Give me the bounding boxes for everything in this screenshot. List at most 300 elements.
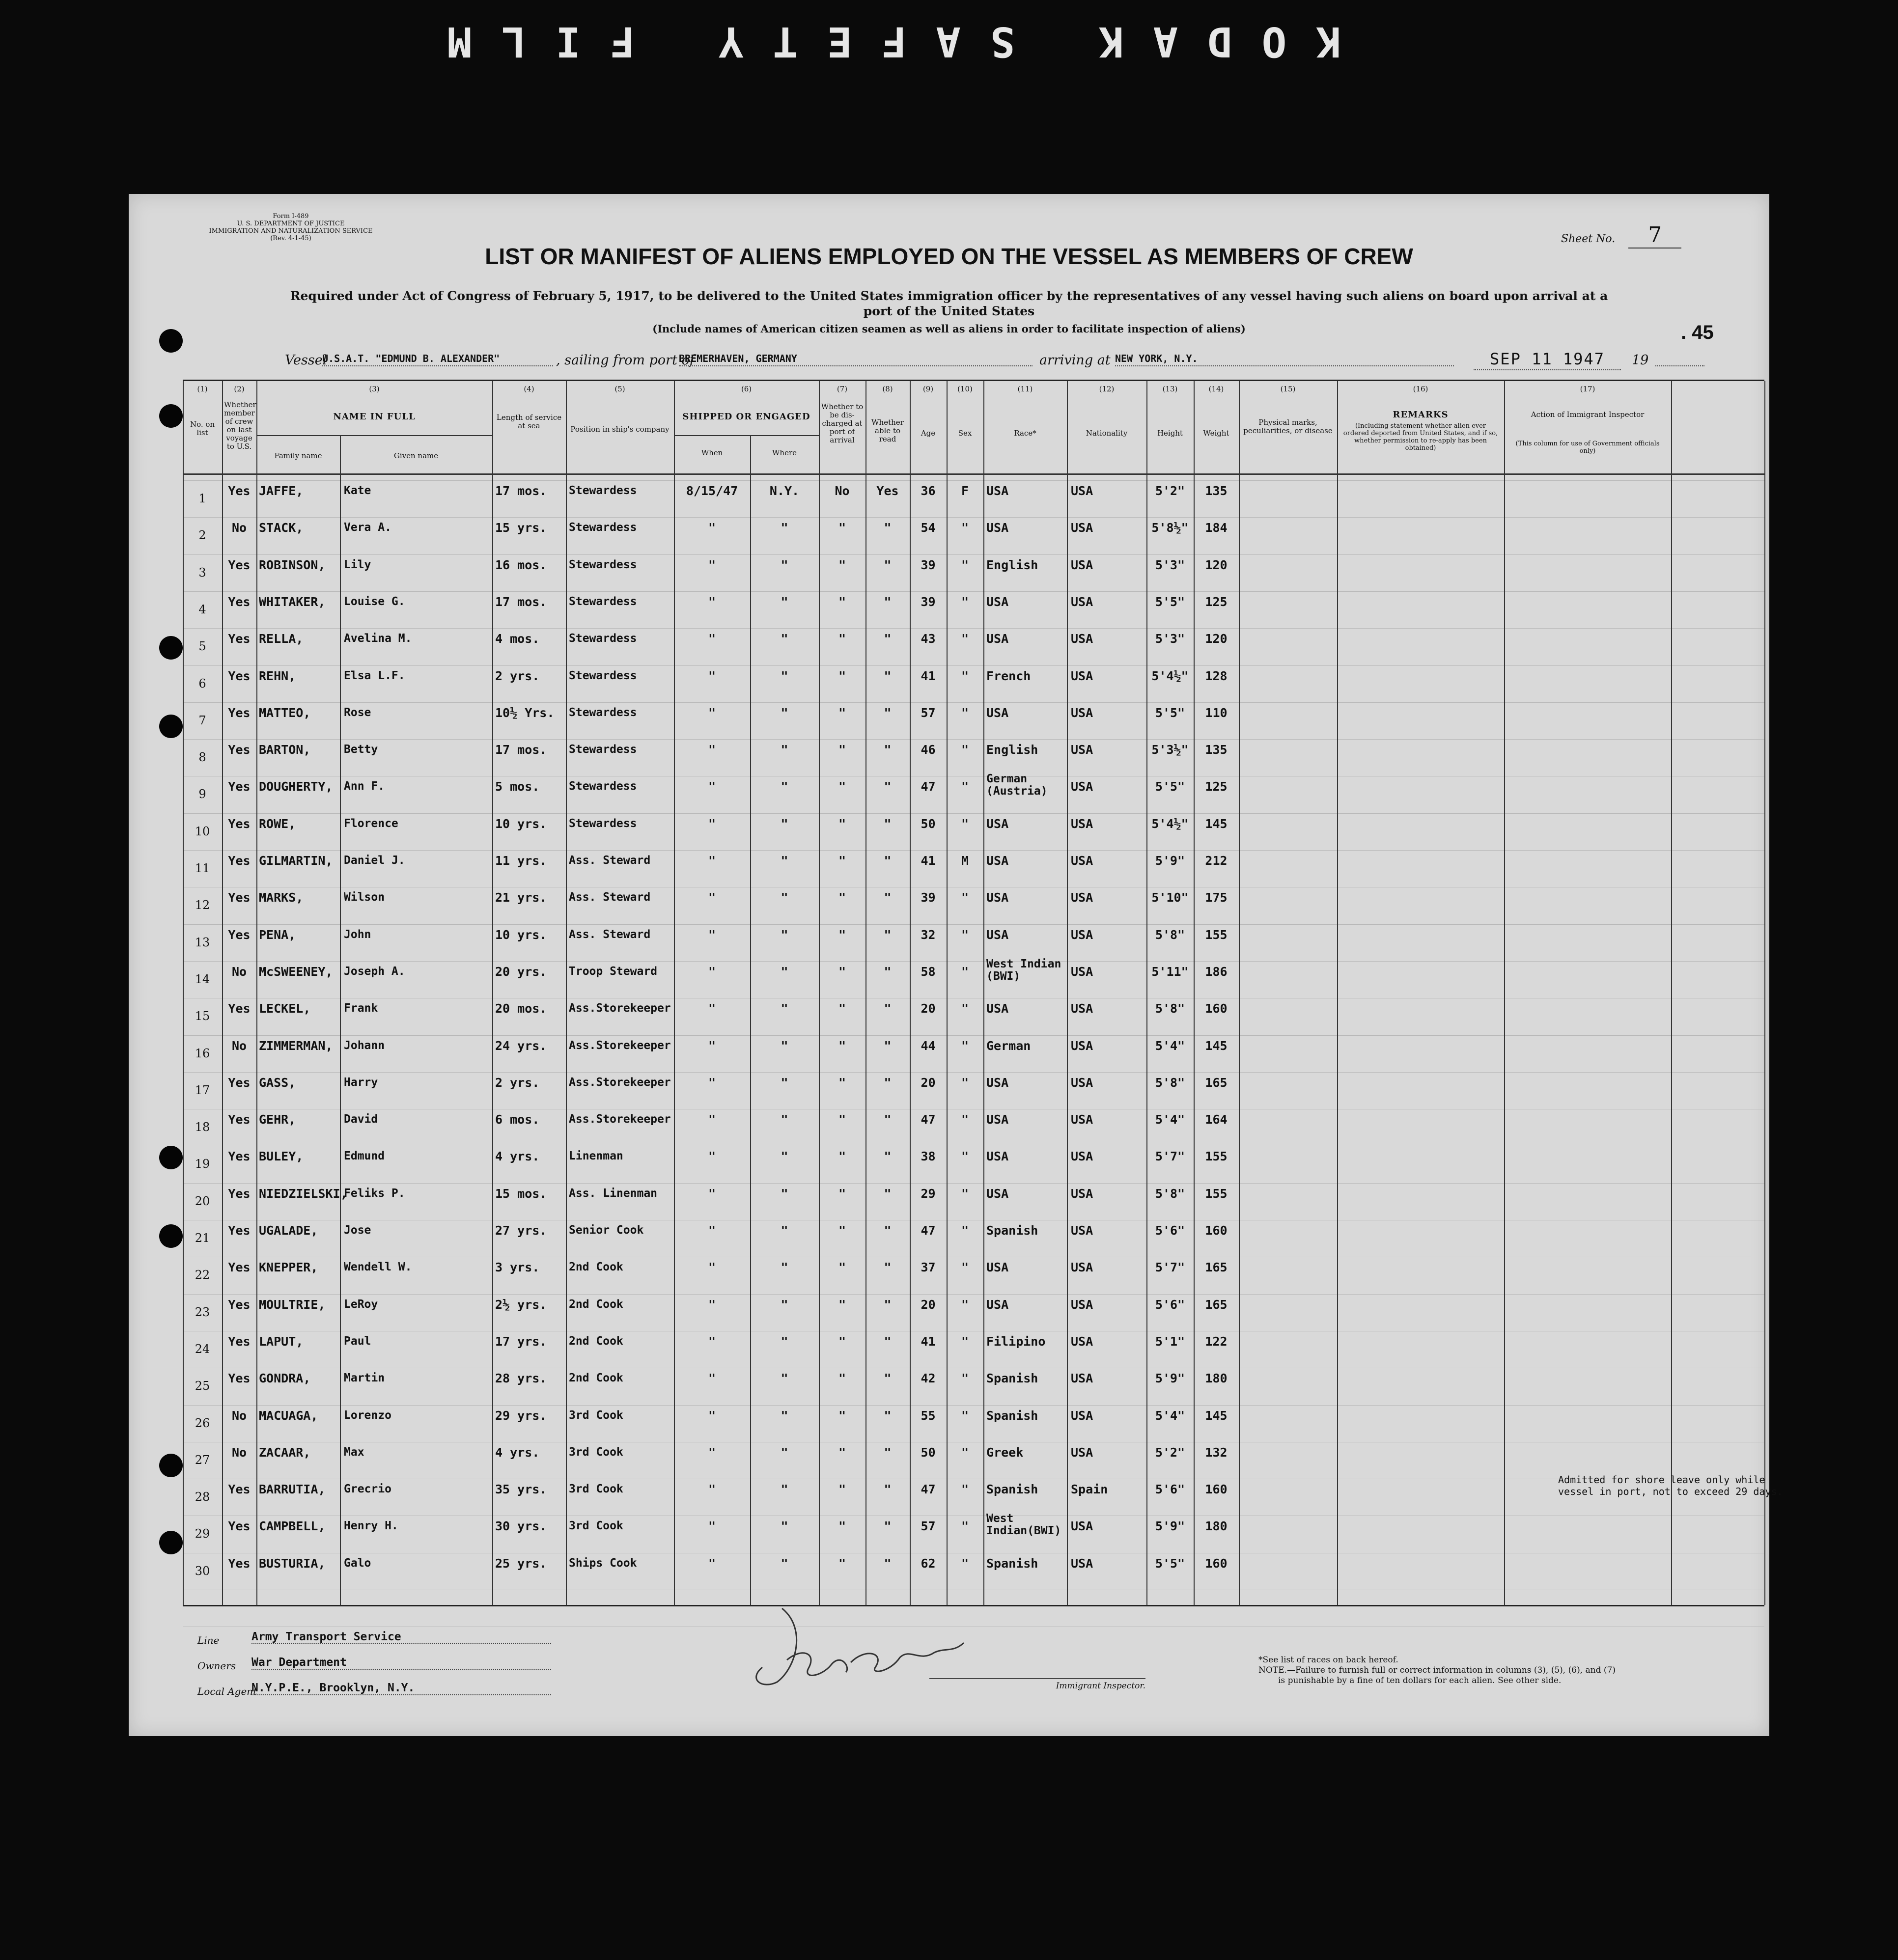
cell-when: "	[708, 521, 716, 535]
arriving-label: arriving at	[1039, 353, 1111, 368]
cell-nationality: USA	[1071, 1001, 1093, 1016]
cell-no: 3	[198, 565, 206, 580]
penalty-note-1: NOTE.—Failure to furnish full or correct information in columns (3), (5), (6), and (7)	[1258, 1665, 1616, 1675]
cell-when: "	[708, 927, 716, 942]
cell-where: "	[781, 1519, 788, 1534]
inspector-label: Immigrant Inspector.	[929, 1678, 1145, 1691]
cell-nationality: USA	[1071, 1297, 1093, 1312]
cell-nationality: USA	[1071, 743, 1093, 757]
cell-given: Vera A.	[344, 521, 391, 534]
cell-service: 4 yrs.	[495, 1149, 540, 1164]
cell-where: "	[781, 1186, 788, 1201]
punch-hole	[159, 636, 183, 660]
cell-weight: 155	[1205, 1186, 1228, 1201]
cell-race: German	[986, 1038, 1031, 1053]
table-row	[183, 1067, 1764, 1104]
cell-when: "	[708, 1186, 716, 1201]
cell-nationality: USA	[1071, 1038, 1093, 1053]
year-blank	[1655, 353, 1704, 366]
cell-family: MACUAGA,	[259, 1408, 318, 1423]
cell-age: 42	[921, 1371, 936, 1386]
cell-race: USA	[986, 890, 1009, 905]
cell-service: 35 yrs.	[495, 1482, 547, 1497]
cell-race: Spanish	[986, 1371, 1038, 1386]
cell-family: WHITAKER,	[259, 594, 326, 609]
cell-position: Ass.Storekeeper	[569, 1039, 671, 1052]
cell-read: "	[884, 927, 892, 942]
cell-discharged: "	[838, 964, 846, 979]
punch-hole	[159, 1531, 183, 1554]
cell-read: "	[884, 1149, 892, 1164]
cell-prior: Yes	[228, 1149, 251, 1164]
cell-discharged: "	[838, 1260, 846, 1275]
form-identifier	[188, 213, 394, 242]
cell-when: "	[708, 705, 716, 720]
cell-service: 17 mos.	[495, 484, 547, 498]
cell-weight: 145	[1205, 1408, 1228, 1423]
table-row	[183, 1511, 1764, 1547]
cell-sex: "	[961, 1186, 969, 1201]
cell-sex: F	[961, 484, 969, 498]
cell-age: 37	[921, 1260, 936, 1275]
header-c9-label: Age	[921, 429, 936, 438]
cell-sex: "	[961, 1482, 969, 1497]
cell-prior: Yes	[228, 668, 251, 683]
cell-where: "	[781, 1001, 788, 1016]
cell-service: 20 yrs.	[495, 964, 547, 979]
cell-race: West Indian (BWI)	[986, 957, 1061, 983]
cell-read: "	[884, 1260, 892, 1275]
cell-weight: 122	[1205, 1334, 1228, 1349]
cell-given: LeRoy	[344, 1297, 378, 1311]
cell-height: 5'3½"	[1151, 743, 1189, 757]
cell-age: 39	[921, 557, 936, 572]
cell-discharged: "	[838, 1186, 846, 1201]
cell-service: 17 mos.	[495, 594, 547, 609]
header-c3-number: (3)	[369, 385, 380, 393]
cell-no: 6	[198, 676, 206, 690]
cell-nationality: USA	[1071, 854, 1093, 868]
cell-given: Feliks P.	[344, 1187, 405, 1200]
cell-discharged: "	[838, 890, 846, 905]
owners-value: War Department	[251, 1656, 551, 1670]
cell-no: 16	[195, 1046, 210, 1060]
cell-read: "	[884, 1075, 892, 1090]
cell-sex: "	[961, 1334, 969, 1349]
cell-sex: "	[961, 964, 969, 979]
cell-age: 41	[921, 1334, 936, 1349]
cell-no: 26	[195, 1416, 210, 1430]
cell-prior: Yes	[228, 1001, 251, 1016]
cell-discharged: "	[838, 1001, 846, 1016]
cell-prior: Yes	[228, 816, 251, 831]
cell-height: 5'4"	[1155, 1112, 1185, 1127]
cell-prior: Yes	[228, 854, 251, 868]
cell-race: Spanish	[986, 1408, 1038, 1423]
cell-race: French	[986, 668, 1031, 683]
cell-given: Joseph A.	[344, 965, 405, 978]
agent-value: N.Y.P.E., Brooklyn, N.Y.	[251, 1682, 551, 1695]
table-row	[183, 956, 1764, 993]
cell-height: 5'4"	[1155, 1408, 1185, 1423]
page-number: . 45	[1681, 322, 1714, 343]
cell-sex: "	[961, 1408, 969, 1423]
cell-when: "	[708, 890, 716, 905]
cell-prior: No	[231, 1445, 247, 1460]
cell-when: "	[708, 1149, 716, 1164]
form-revision: (Rev. 4-1-45)	[270, 235, 311, 242]
penalty-note-2: is punishable by a fine of ten dollars for each alien. See other side.	[1278, 1676, 1562, 1685]
cell-discharged: No	[835, 484, 850, 498]
cell-service: 11 yrs.	[495, 854, 547, 868]
cell-discharged: "	[838, 743, 846, 757]
cell-family: REHN,	[259, 668, 296, 683]
table-row	[183, 1215, 1764, 1252]
cell-race: Spanish	[986, 1223, 1038, 1238]
cell-service: 5 mos.	[495, 779, 540, 794]
cell-position: 2nd Cook	[569, 1372, 623, 1385]
cell-race: USA	[986, 1297, 1009, 1312]
cell-height: 5'2"	[1155, 484, 1185, 498]
cell-discharged: "	[838, 1482, 846, 1497]
cell-service: 4 mos.	[495, 632, 540, 646]
cell-discharged: "	[838, 1112, 846, 1127]
cell-when: "	[708, 1223, 716, 1238]
cell-given: Louise G.	[344, 595, 405, 608]
cell-family: BARRUTIA,	[259, 1482, 326, 1497]
cell-age: 41	[921, 854, 936, 868]
cell-no: 23	[195, 1305, 210, 1319]
cell-read: "	[884, 964, 892, 979]
cell-sex: "	[961, 743, 969, 757]
cell-weight: 125	[1205, 594, 1228, 609]
cell-age: 54	[921, 521, 936, 535]
cell-read: "	[884, 779, 892, 794]
cell-prior: Yes	[228, 1519, 251, 1534]
header-c16-number: (16)	[1413, 385, 1428, 393]
cell-weight: 132	[1205, 1445, 1228, 1460]
cell-service: 21 yrs.	[495, 890, 547, 905]
cell-age: 29	[921, 1186, 936, 1201]
cell-prior: Yes	[228, 779, 251, 794]
cell-height: 5'9"	[1155, 854, 1185, 868]
cell-height: 5'1"	[1155, 1334, 1185, 1349]
cell-where: "	[781, 927, 788, 942]
cell-age: 47	[921, 1482, 936, 1497]
header-c3-label: NAME IN FULL	[333, 412, 416, 422]
cell-no: 13	[195, 935, 210, 949]
cell-when: "	[708, 1371, 716, 1386]
cell-weight: 155	[1205, 1149, 1228, 1164]
cell-service: 28 yrs.	[495, 1371, 547, 1386]
cell-age: 41	[921, 668, 936, 683]
cell-no: 22	[195, 1268, 210, 1282]
cell-weight: 160	[1205, 1556, 1228, 1571]
cell-service: 17 yrs.	[495, 1334, 547, 1349]
cell-age: 62	[921, 1556, 936, 1571]
cell-when: "	[708, 594, 716, 609]
header-c17-number: (17)	[1580, 385, 1595, 393]
cell-weight: 145	[1205, 816, 1228, 831]
cell-nationality: USA	[1071, 1186, 1093, 1201]
header-c1-label: No. on list	[190, 420, 215, 437]
cell-race: Spanish	[986, 1556, 1038, 1571]
cell-nationality: USA	[1071, 1445, 1093, 1460]
cell-where: "	[781, 1149, 788, 1164]
cell-position: 3rd Cook	[569, 1483, 623, 1496]
cell-family: BUSTURIA,	[259, 1556, 326, 1571]
cell-nationality: USA	[1071, 1149, 1093, 1164]
cell-no: 17	[195, 1083, 210, 1097]
header-c4-label: Length of service at sea	[496, 413, 562, 430]
cell-height: 5'10"	[1151, 890, 1189, 905]
header-c17-label: Action of Immigrant Inspector	[1531, 410, 1645, 419]
cell-age: 57	[921, 705, 936, 720]
cell-read: "	[884, 1112, 892, 1127]
arrival-date-stamp: SEP 11 1947	[1474, 350, 1621, 370]
cell-discharged: "	[838, 1149, 846, 1164]
cell-family: GEHR,	[259, 1112, 296, 1127]
owners-label: Owners	[197, 1660, 236, 1672]
cell-where: "	[781, 668, 788, 683]
cell-position: 3rd Cook	[569, 1519, 623, 1533]
header-c10-label: Sex	[958, 429, 972, 438]
cell-sex: "	[961, 632, 969, 646]
cell-discharged: "	[838, 1519, 846, 1534]
cell-service: 25 yrs.	[495, 1556, 547, 1571]
table-row	[183, 1289, 1764, 1326]
cell-nationality: USA	[1071, 1334, 1093, 1349]
cell-nationality: USA	[1071, 964, 1093, 979]
cell-family: BULEY,	[259, 1149, 304, 1164]
cell-read: "	[884, 557, 892, 572]
cell-family: GONDRA,	[259, 1371, 311, 1386]
cell-position: Stewardess	[569, 484, 637, 497]
cell-given: Grecrio	[344, 1483, 391, 1496]
table-row	[183, 1548, 1764, 1585]
page-title: LIST OR MANIFEST OF ALIENS EMPLOYED ON THE VESSEL AS MEMBERS OF CREW	[485, 244, 1413, 269]
cell-sex: "	[961, 927, 969, 942]
cell-family: ZIMMERMAN,	[259, 1038, 333, 1053]
header-c6-label: SHIPPED OR ENGAGED	[682, 412, 810, 422]
header-c15-label: Physical marks, peculiarities, or disease	[1243, 418, 1333, 435]
cell-position: Ass. Linenman	[569, 1187, 658, 1200]
agent-label: Local Agent	[197, 1685, 257, 1697]
table-row	[183, 1326, 1764, 1363]
cell-sex: "	[961, 594, 969, 609]
cell-height: 5'4½"	[1151, 668, 1189, 683]
requirement-line-2: port of the United States	[863, 304, 1035, 318]
cell-no: 29	[195, 1527, 210, 1541]
cell-given: Ann F.	[344, 780, 385, 793]
cell-service: 3 yrs.	[495, 1260, 540, 1275]
cell-race: USA	[986, 1260, 1009, 1275]
cell-no: 14	[195, 972, 210, 986]
cell-nationality: USA	[1071, 1260, 1093, 1275]
cell-weight: 110	[1205, 705, 1228, 720]
cell-family: NIEDZIELSKI,	[259, 1186, 348, 1201]
cell-weight: 180	[1205, 1371, 1228, 1386]
cell-family: GILMARTIN,	[259, 854, 333, 868]
cell-race: USA	[986, 927, 1009, 942]
cell-nationality: USA	[1071, 557, 1093, 572]
cell-read: "	[884, 521, 892, 535]
cell-given: Florence	[344, 817, 398, 830]
cell-position: 3rd Cook	[569, 1445, 623, 1459]
cell-race: USA	[986, 705, 1009, 720]
cell-prior: Yes	[228, 1260, 251, 1275]
cell-family: MARKS,	[259, 890, 304, 905]
cell-when: "	[708, 668, 716, 683]
header-c7-label: Whether to be dis-charged at port of arrival	[821, 402, 864, 444]
cell-family: ROWE,	[259, 816, 296, 831]
name-subheader-divider	[256, 435, 492, 436]
cell-prior: Yes	[228, 1482, 251, 1497]
cell-height: 5'4½"	[1151, 816, 1189, 831]
cell-family: JAFFE,	[259, 484, 304, 498]
cell-sex: "	[961, 890, 969, 905]
cell-read: "	[884, 705, 892, 720]
cell-sex: "	[961, 1149, 969, 1164]
cell-read: "	[884, 743, 892, 757]
cell-race: USA	[986, 1075, 1009, 1090]
form-number: Form I-489	[273, 213, 309, 220]
line-label: Line	[197, 1634, 220, 1646]
header-c12-label: Nationality	[1086, 429, 1128, 438]
cell-weight: 125	[1205, 779, 1228, 794]
cell-given: Paul	[344, 1334, 371, 1348]
cell-service: 2 yrs.	[495, 1075, 540, 1090]
cell-prior: Yes	[228, 1334, 251, 1349]
cell-sex: "	[961, 1445, 969, 1460]
cell-prior: No	[231, 1038, 247, 1053]
cell-where: "	[781, 1482, 788, 1497]
cell-read: "	[884, 816, 892, 831]
cell-where: "	[781, 1297, 788, 1312]
cell-weight: 160	[1205, 1001, 1228, 1016]
cell-family: MATTEO,	[259, 705, 311, 720]
cell-age: 46	[921, 743, 936, 757]
cell-weight: 165	[1205, 1075, 1228, 1090]
cell-weight: 164	[1205, 1112, 1228, 1127]
cell-read: "	[884, 1186, 892, 1201]
cell-position: Stewardess	[569, 817, 637, 830]
cell-weight: 145	[1205, 1038, 1228, 1053]
cell-race: Spanish	[986, 1482, 1038, 1497]
cell-where: "	[781, 779, 788, 794]
sailing-label: , sailing from port of	[556, 353, 695, 368]
cell-position: Ass.Storekeeper	[569, 1002, 671, 1015]
header-c1-number: (1)	[197, 385, 208, 393]
cell-when: "	[708, 1482, 716, 1497]
cell-weight: 212	[1205, 854, 1228, 868]
cell-family: MOULTRIE,	[259, 1297, 326, 1312]
cell-family: DOUGHERTY,	[259, 779, 333, 794]
cell-where: N.Y.	[769, 484, 800, 498]
cell-age: 47	[921, 779, 936, 794]
cell-age: 39	[921, 890, 936, 905]
cell-where: "	[781, 1260, 788, 1275]
cell-weight: 160	[1205, 1223, 1228, 1238]
cell-read: "	[884, 632, 892, 646]
table-row	[183, 771, 1764, 808]
cell-given: Kate	[344, 484, 371, 497]
cell-discharged: "	[838, 1038, 846, 1053]
table-row	[183, 661, 1764, 697]
cell-position: Ships Cook	[569, 1556, 637, 1570]
column-divider	[1764, 381, 1765, 1605]
header-when: When	[701, 448, 723, 457]
table-row	[183, 1437, 1764, 1474]
cell-where: "	[781, 1112, 788, 1127]
cell-race: USA	[986, 1112, 1009, 1127]
cell-position: 3rd Cook	[569, 1408, 623, 1422]
header-c9-number: (9)	[922, 385, 934, 393]
cell-height: 5'9"	[1155, 1371, 1185, 1386]
cell-given: Rose	[344, 706, 371, 719]
cell-discharged: "	[838, 632, 846, 646]
cell-discharged: "	[838, 1297, 846, 1312]
cell-race: USA	[986, 1186, 1009, 1201]
cell-sex: "	[961, 521, 969, 535]
cell-race: West Indian(BWI)	[986, 1512, 1061, 1538]
cell-where: "	[781, 521, 788, 535]
cell-prior: Yes	[228, 594, 251, 609]
table-row	[183, 734, 1764, 771]
cell-height: 5'8"	[1155, 1001, 1185, 1016]
cell-sex: "	[961, 816, 969, 831]
cell-age: 20	[921, 1001, 936, 1016]
cell-position: Stewardess	[569, 743, 637, 756]
cell-position: 2nd Cook	[569, 1297, 623, 1311]
cell-given: Harry	[344, 1076, 378, 1089]
cell-given: Lorenzo	[344, 1408, 391, 1422]
cell-position: Stewardess	[569, 558, 637, 571]
cell-no: 9	[198, 787, 206, 801]
cell-sex: M	[961, 854, 969, 868]
cell-height: 5'6"	[1155, 1223, 1185, 1238]
header-c11-label: Race*	[1014, 429, 1036, 438]
cell-nationality: USA	[1071, 1519, 1093, 1534]
cell-given: Daniel J.	[344, 854, 405, 867]
header-c14-number: (14)	[1208, 385, 1224, 393]
cell-prior: Yes	[228, 484, 251, 498]
department: U. S. DEPARTMENT OF JUSTICE	[237, 220, 345, 227]
cell-prior: Yes	[228, 1297, 251, 1312]
cell-age: 57	[921, 1519, 936, 1534]
cell-prior: No	[231, 964, 247, 979]
cell-read: "	[884, 1334, 892, 1349]
cell-when: "	[708, 816, 716, 831]
cell-given: Betty	[344, 743, 378, 756]
cell-where: "	[781, 816, 788, 831]
line-value: Army Transport Service	[251, 1630, 551, 1644]
cell-weight: 175	[1205, 890, 1228, 905]
cell-age: 38	[921, 1149, 936, 1164]
cell-race: USA	[986, 1001, 1009, 1016]
cell-read: "	[884, 1556, 892, 1571]
cell-race: USA	[986, 1149, 1009, 1164]
cell-no: 28	[195, 1490, 210, 1504]
cell-position: 2nd Cook	[569, 1261, 623, 1274]
cell-nationality: USA	[1071, 521, 1093, 535]
cell-discharged: "	[838, 521, 846, 535]
cell-where: "	[781, 1075, 788, 1090]
cell-family: KNEPPER,	[259, 1260, 318, 1275]
cell-given: Johann	[344, 1039, 385, 1052]
requirement-line-1: Required under Act of Congress of February 5, 1917, to be delivered to the United States immigration officer by the representatives of any vessel having such aliens on board upon arrival at a	[290, 289, 1608, 303]
cell-position: Ass.Storekeeper	[569, 1076, 671, 1089]
